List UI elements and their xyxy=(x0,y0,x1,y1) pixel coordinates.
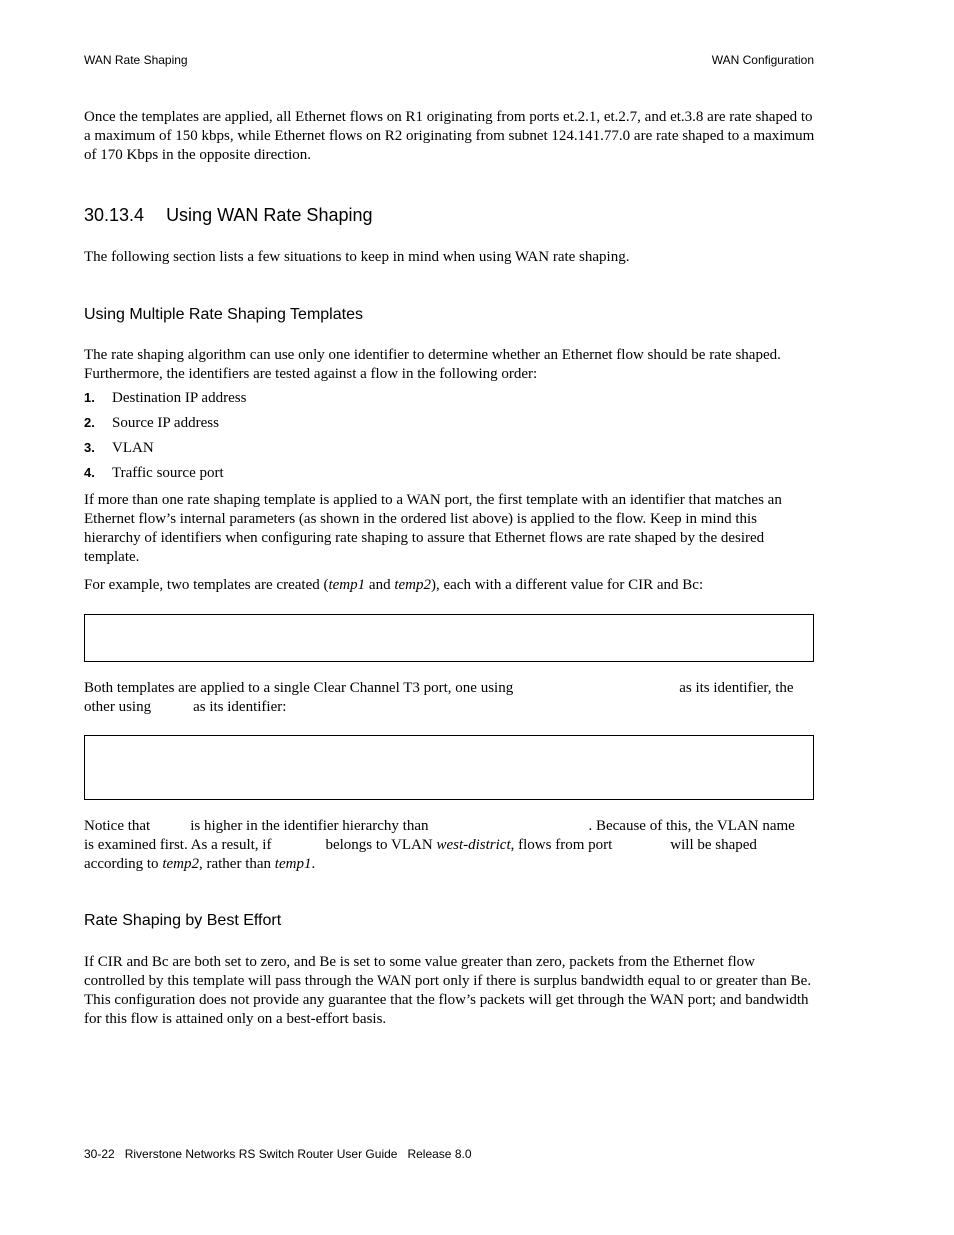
subsection-heading-best-effort: Rate Shaping by Best Effort xyxy=(84,912,282,929)
both-templates-line-1 xyxy=(84,679,816,698)
example-text: For example, two templates are created ( xyxy=(84,577,329,593)
notice-text: , flows from port xyxy=(510,837,613,853)
page-footer: 30-22 Riverstone Networks RS Switch Router User Guide Release 8.0 xyxy=(84,1147,472,1161)
identifier-order-paragraph: The rate shaping algorithm can use only one identifier to determine whether an Ethernet flow should be rate shaped. Furthermore, the identifiers are tested against a flow in the following order: xyxy=(84,347,781,382)
example-text: and xyxy=(365,577,395,593)
best-effort-paragraph: If CIR and Bc are both set to zero, and Be is set to some value greater than zero, packets from the Ethernet flow controlled by this template will pass through the WAN port only if there is surplus bandwidth equal to or greater than Be. This configuration does not provide any guarantee that the flow’s packets will get through the WAN port; and bandwidth for this flow is attained only on a best-effort basis. xyxy=(84,954,812,1027)
list-text: Source IP address xyxy=(112,415,219,431)
notice-text: . Because of this, the VLAN name xyxy=(588,818,795,834)
both-text: as its identifier, the xyxy=(679,680,794,696)
notice-text: is examined first. As a result, if xyxy=(84,837,272,853)
example-temp1: temp1 xyxy=(328,577,366,593)
hierarchy-paragraph: If more than one rate shaping template is applied to a WAN port, the first template with an identifier that matches an Ethernet flow’s internal parameters (as shown in the ordered list above) is applied to the flow. Keep in mind this hierarchy of identifiers when configuring rate shaping to assure that Ethernet flows are rate shaped by the desired template. xyxy=(84,492,782,565)
list-number: 3. xyxy=(84,440,95,455)
running-header-left: WAN Rate Shaping xyxy=(84,53,188,67)
both-templates-line-2 xyxy=(84,698,816,717)
running-header-right: WAN Configuration xyxy=(711,53,814,67)
notice-text: according to xyxy=(84,856,159,872)
notice-line-2 xyxy=(84,836,816,855)
example-paragraph xyxy=(84,576,816,595)
notice-temp1: temp1 xyxy=(274,856,312,872)
notice-temp2: temp2 xyxy=(162,856,199,872)
list-text: Destination IP address xyxy=(112,390,247,406)
both-text: Both templates are applied to a single Clear Channel T3 port, one using xyxy=(84,680,514,696)
intro-paragraph: Once the templates are applied, all Ethernet flows on R1 originating from ports et.2.1, et.2.7, and et.3.8 are rate shaped to a maximum of 150 kbps, while Ethernet flows on R2 originating from subnet 124.141.77.0 are rate shaped to a maximum of 170 Kbps in the opposite direction. xyxy=(84,109,815,163)
list-number: 4. xyxy=(84,465,95,480)
list-item xyxy=(84,438,154,458)
subsection-heading-multiple-templates: Using Multiple Rate Shaping Templates xyxy=(84,306,363,323)
section-heading xyxy=(84,205,373,226)
list-number: 2. xyxy=(84,415,95,430)
notice-text: Notice that xyxy=(84,818,151,834)
notice-vlan-name: west-district xyxy=(436,837,511,853)
example-text: ), each with a different value for CIR and Bc: xyxy=(431,577,704,593)
notice-line-3 xyxy=(84,855,816,874)
list-item xyxy=(84,413,219,433)
code-box-templates xyxy=(84,614,814,662)
both-text: other using xyxy=(84,699,152,715)
example-temp2: temp2 xyxy=(394,577,431,593)
notice-text: , rather than xyxy=(198,856,272,872)
notice-text: . xyxy=(311,856,316,872)
code-box-apply xyxy=(84,735,814,800)
list-item xyxy=(84,388,246,408)
list-number: 1. xyxy=(84,390,95,405)
section-number: 30.13.4 xyxy=(84,205,145,225)
notice-line-1 xyxy=(84,817,816,836)
list-text: VLAN xyxy=(112,440,154,456)
list-text: Traffic source port xyxy=(112,465,224,481)
notice-text: will be shaped xyxy=(670,837,757,853)
notice-text: is higher in the identifier hierarchy than xyxy=(190,818,429,834)
section-lead: The following section lists a few situations to keep in mind when using WAN rate shaping. xyxy=(84,249,630,265)
notice-text: belongs to VLAN xyxy=(325,837,433,853)
list-item xyxy=(84,463,224,483)
both-text: as its identifier: xyxy=(193,699,287,715)
section-title: Using WAN Rate Shaping xyxy=(166,205,373,225)
